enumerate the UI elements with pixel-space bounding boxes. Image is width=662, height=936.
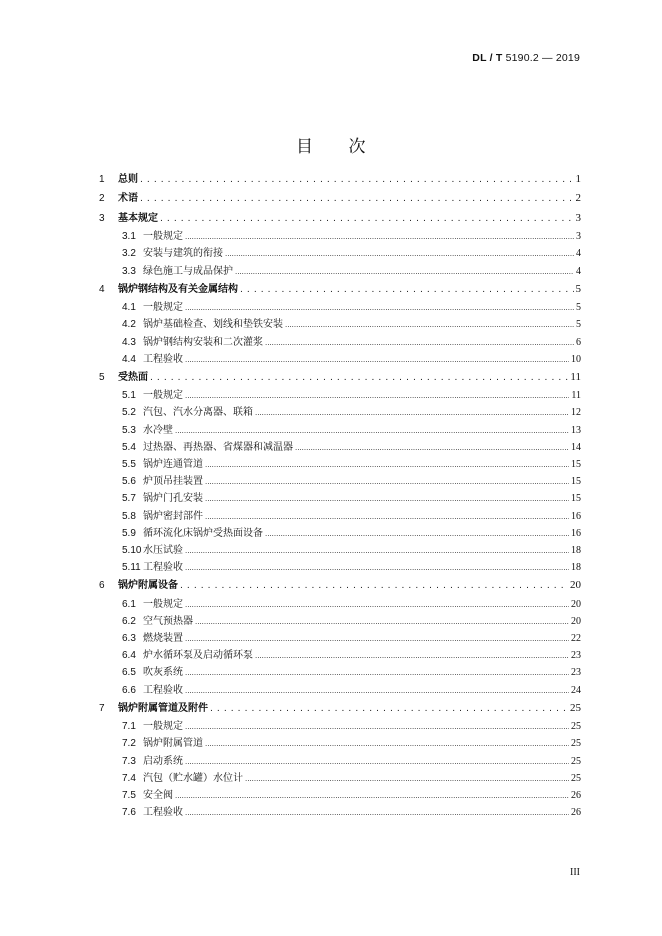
toc-section-entry[interactable] bbox=[99, 490, 581, 507]
toc-entry-page: 25 bbox=[571, 755, 581, 767]
toc-dot-leader bbox=[185, 596, 569, 614]
toc-section-entry[interactable] bbox=[99, 299, 581, 316]
toc-dot-leader bbox=[265, 334, 574, 352]
toc-entry-number: 7.2 bbox=[122, 738, 136, 750]
toc-section-entry[interactable] bbox=[99, 351, 581, 368]
toc-entry-title: 一般规定 bbox=[143, 598, 183, 610]
document-code bbox=[472, 52, 580, 64]
toc-entry-page: 4 bbox=[576, 248, 581, 260]
toc-entry-title: 过热器、再热器、省煤器和减温器 bbox=[143, 441, 293, 453]
toc-chapter-entry[interactable] bbox=[99, 189, 581, 208]
toc-dot-leader bbox=[185, 664, 569, 682]
toc-entry-title: 一般规定 bbox=[143, 721, 183, 733]
page-number: III bbox=[570, 867, 580, 878]
toc-section-entry[interactable] bbox=[99, 473, 581, 490]
toc-chapter-entry[interactable] bbox=[99, 368, 581, 387]
toc-entry-number: 6.6 bbox=[122, 684, 136, 696]
toc-entry-title: 炉水循环泵及启动循环泵 bbox=[143, 650, 253, 662]
toc-entry-page: 18 bbox=[571, 544, 581, 556]
toc-entry-number: 5.11 bbox=[122, 562, 141, 574]
toc-chapter-entry[interactable] bbox=[99, 209, 581, 228]
toc-entry-title: 安全阀 bbox=[143, 789, 173, 801]
toc-entry-page: 18 bbox=[571, 562, 581, 574]
toc-entry-number: 5.7 bbox=[122, 493, 136, 505]
toc-entry-page: 14 bbox=[571, 441, 581, 453]
toc-entry-title: 汽包（贮水罐）水位计 bbox=[143, 772, 243, 784]
toc-entry-page: 15 bbox=[571, 476, 581, 488]
toc-entry-page: 20 bbox=[571, 615, 581, 627]
toc-entry-number: 1 bbox=[99, 174, 105, 185]
toc-entry-number: 7.3 bbox=[122, 755, 136, 767]
toc-entry-page: 3 bbox=[576, 231, 581, 243]
toc-dot-leader bbox=[185, 804, 569, 822]
toc-entry-page: 25 bbox=[570, 701, 581, 714]
toc-chapter-entry[interactable] bbox=[99, 699, 581, 718]
toc-entry-number: 5.1 bbox=[122, 390, 136, 402]
toc-entry-title: 受热面 bbox=[118, 371, 148, 383]
toc-section-entry[interactable] bbox=[99, 718, 581, 735]
toc-entry-title: 炉顶吊挂装置 bbox=[143, 476, 203, 488]
toc-dot-leader bbox=[140, 170, 574, 190]
toc-entry-title: 工程验收 bbox=[143, 562, 183, 574]
toc-entry-page: 2 bbox=[575, 192, 581, 205]
toc-section-entry[interactable] bbox=[99, 422, 581, 439]
toc-section-entry[interactable] bbox=[99, 334, 581, 351]
toc-entry-page: 23 bbox=[571, 667, 581, 679]
toc-dot-leader bbox=[195, 613, 569, 631]
toc-entry-number: 7.4 bbox=[122, 772, 136, 784]
toc-entry-title: 汽包、汽水分离器、联箱 bbox=[143, 407, 253, 419]
toc-dot-leader bbox=[140, 189, 574, 209]
toc-dot-leader bbox=[185, 718, 569, 736]
toc-entry-number: 4.2 bbox=[122, 319, 136, 331]
toc-dot-leader bbox=[185, 351, 569, 369]
toc-dot-leader bbox=[225, 245, 574, 263]
toc-dot-leader bbox=[185, 542, 569, 560]
toc-entry-title: 锅炉附属设备 bbox=[118, 580, 178, 592]
toc-entry-title: 锅炉附属管道 bbox=[143, 738, 203, 750]
toc-entry-title: 一般规定 bbox=[143, 302, 183, 314]
toc-section-entry[interactable] bbox=[99, 613, 581, 630]
toc-entry-title: 工程验收 bbox=[143, 353, 183, 365]
toc-entry-title: 工程验收 bbox=[143, 807, 183, 819]
toc-entry-page: 24 bbox=[571, 684, 581, 696]
toc-section-entry[interactable] bbox=[99, 682, 581, 699]
toc-entry-page: 1 bbox=[575, 173, 581, 185]
toc-entry-number: 7.1 bbox=[122, 721, 136, 733]
toc-entry-title: 锅炉门孔安装 bbox=[143, 493, 203, 505]
toc-entry-page: 11 bbox=[571, 390, 581, 402]
toc-dot-leader bbox=[210, 699, 568, 719]
toc-entry-title: 一般规定 bbox=[143, 231, 183, 243]
toc-section-entry[interactable] bbox=[99, 404, 581, 421]
toc-entry-page: 5 bbox=[576, 302, 581, 314]
toc-entry-number: 7 bbox=[99, 702, 105, 714]
toc-entry-number: 6 bbox=[99, 580, 105, 592]
toc-dot-leader bbox=[185, 630, 569, 648]
toc-entry-title: 水压试验 bbox=[143, 544, 183, 556]
toc-entry-number: 6.3 bbox=[122, 633, 136, 645]
toc-dot-leader bbox=[180, 576, 568, 596]
toc-section-entry[interactable] bbox=[99, 316, 581, 333]
toc-entry-page: 10 bbox=[571, 353, 581, 365]
toc-entry-page: 16 bbox=[571, 527, 581, 539]
toc-entry-number: 3.2 bbox=[122, 248, 136, 260]
toc-dot-leader bbox=[205, 508, 569, 526]
toc-entry-title: 燃烧装置 bbox=[143, 633, 183, 645]
toc-dot-leader bbox=[205, 473, 569, 491]
document-code-number: 5190.2 — 2019 bbox=[502, 52, 580, 64]
toc-entry-title: 总则 bbox=[118, 174, 138, 185]
toc-entry-number: 7.5 bbox=[122, 789, 136, 801]
toc-entry-title: 水冷壁 bbox=[143, 424, 173, 436]
toc-dot-leader bbox=[255, 404, 569, 422]
toc-dot-leader bbox=[255, 647, 569, 665]
page-title: 目 次 bbox=[296, 137, 366, 157]
toc-section-entry[interactable] bbox=[99, 456, 581, 473]
toc-entry-page: 11 bbox=[570, 370, 581, 383]
toc-section-entry[interactable] bbox=[99, 387, 581, 404]
toc-entry-number: 5 bbox=[99, 371, 105, 383]
toc-dot-leader bbox=[185, 228, 574, 246]
toc-entry-title: 锅炉密封部件 bbox=[143, 510, 203, 522]
toc-dot-leader bbox=[240, 280, 574, 300]
toc-section-entry[interactable] bbox=[99, 525, 581, 542]
toc-entry-number: 5.6 bbox=[122, 476, 136, 488]
toc-section-entry[interactable] bbox=[99, 647, 581, 664]
toc-dot-leader bbox=[245, 770, 569, 788]
toc-section-entry[interactable] bbox=[99, 245, 581, 262]
toc-entry-number: 5.10 bbox=[122, 544, 142, 556]
toc-section-entry[interactable] bbox=[99, 787, 581, 804]
toc-entry-title: 基本规定 bbox=[118, 212, 158, 224]
toc-entry-number: 5.3 bbox=[122, 424, 136, 436]
toc-entry-page: 3 bbox=[575, 211, 581, 224]
toc-entry-title: 锅炉钢结构安装和二次灌浆 bbox=[143, 336, 263, 348]
toc-entry-title: 锅炉连通管道 bbox=[143, 459, 203, 471]
toc-dot-leader bbox=[175, 787, 569, 805]
toc-entry-page: 20 bbox=[571, 598, 581, 610]
toc-entry-number: 6.5 bbox=[122, 667, 136, 679]
toc-dot-leader bbox=[185, 559, 569, 577]
toc-entry-page: 25 bbox=[571, 721, 581, 733]
toc-entry-page: 5 bbox=[575, 282, 581, 295]
toc-dot-leader bbox=[175, 422, 569, 440]
toc-dot-leader bbox=[205, 735, 569, 753]
toc-entry-number: 4.3 bbox=[122, 336, 136, 348]
toc-section-entry[interactable] bbox=[99, 263, 581, 280]
toc-section-entry[interactable] bbox=[99, 596, 581, 613]
toc-entry-page: 26 bbox=[571, 789, 581, 801]
toc-section-entry[interactable] bbox=[99, 804, 581, 821]
toc-section-entry[interactable] bbox=[99, 228, 581, 245]
toc-entry-title: 锅炉附属管道及附件 bbox=[118, 702, 208, 714]
toc-section-entry[interactable] bbox=[99, 439, 581, 456]
toc-entry-page: 13 bbox=[571, 424, 581, 436]
toc-entry-title: 工程验收 bbox=[143, 684, 183, 696]
toc-dot-leader bbox=[265, 525, 569, 543]
toc-dot-leader bbox=[185, 682, 569, 700]
toc-entry-page: 26 bbox=[571, 807, 581, 819]
toc-entry-number: 6.4 bbox=[122, 650, 136, 662]
toc-dot-leader bbox=[205, 456, 569, 474]
toc-dot-leader bbox=[285, 316, 574, 334]
toc-entry-title: 安装与建筑的衔接 bbox=[143, 248, 223, 260]
toc-entry-title: 吹灰系统 bbox=[143, 667, 183, 679]
toc-entry-number: 5.4 bbox=[122, 441, 136, 453]
toc-entry-number: 4 bbox=[99, 283, 105, 295]
toc-dot-leader bbox=[185, 299, 574, 317]
toc-chapter-entry[interactable] bbox=[99, 576, 581, 595]
toc-section-entry[interactable] bbox=[99, 664, 581, 681]
toc-section-entry[interactable] bbox=[99, 630, 581, 647]
toc-section-entry[interactable] bbox=[99, 735, 581, 752]
toc-entry-title: 绿色施工与成品保护 bbox=[143, 265, 233, 277]
toc-entry-page: 23 bbox=[571, 650, 581, 662]
toc-section-entry[interactable] bbox=[99, 559, 581, 576]
toc-entry-page: 15 bbox=[571, 459, 581, 471]
toc-entry-title: 循环流化床锅炉受热面设备 bbox=[143, 527, 263, 539]
toc-entry-title: 空气预热器 bbox=[143, 615, 193, 627]
toc-entry-number: 5.5 bbox=[122, 459, 136, 471]
toc-entry-page: 20 bbox=[570, 579, 581, 592]
toc-entry-page: 15 bbox=[571, 493, 581, 505]
toc-entry-number: 2 bbox=[99, 193, 105, 205]
toc-dot-leader bbox=[150, 368, 568, 388]
toc-chapter-entry[interactable] bbox=[99, 170, 581, 189]
toc-entry-number: 3.1 bbox=[122, 231, 136, 243]
toc-entry-page: 12 bbox=[571, 407, 581, 419]
toc-section-entry[interactable] bbox=[99, 770, 581, 787]
toc-entry-number: 6.1 bbox=[122, 598, 136, 610]
toc-entry-page: 25 bbox=[571, 738, 581, 750]
toc-entry-page: 5 bbox=[576, 319, 581, 331]
toc-entry-number: 5.9 bbox=[122, 527, 136, 539]
toc-entry-title: 启动系统 bbox=[143, 755, 183, 767]
toc-entry-page: 16 bbox=[571, 510, 581, 522]
toc-entry-title: 锅炉基础检查、划线和垫铁安装 bbox=[143, 319, 283, 331]
toc-entry-page: 22 bbox=[571, 633, 581, 645]
toc-entry-page: 4 bbox=[576, 265, 581, 277]
toc-section-entry[interactable] bbox=[99, 542, 581, 559]
toc-chapter-entry[interactable] bbox=[99, 280, 581, 299]
document-code-prefix: DL / T bbox=[472, 52, 503, 64]
toc-entry-title: 锅炉钢结构及有关金属结构 bbox=[118, 283, 238, 295]
toc-entry-title: 一般规定 bbox=[143, 390, 183, 402]
toc-dot-leader bbox=[185, 753, 569, 771]
toc-entry-number: 3 bbox=[99, 212, 105, 224]
toc-entry-number: 3.3 bbox=[122, 265, 136, 277]
toc-entry-page: 6 bbox=[576, 336, 581, 348]
toc-entry-page: 25 bbox=[571, 772, 581, 784]
toc-dot-leader bbox=[295, 439, 569, 457]
toc-entry-number: 7.6 bbox=[122, 807, 136, 819]
table-of-contents bbox=[99, 170, 581, 821]
toc-entry-number: 5.2 bbox=[122, 407, 136, 419]
toc-entry-number: 4.4 bbox=[122, 353, 136, 365]
toc-dot-leader bbox=[235, 263, 574, 281]
toc-entry-number: 6.2 bbox=[122, 615, 136, 627]
toc-section-entry[interactable] bbox=[99, 753, 581, 770]
toc-entry-number: 5.8 bbox=[122, 510, 136, 522]
toc-dot-leader bbox=[160, 209, 574, 229]
toc-entry-number: 4.1 bbox=[122, 302, 136, 314]
toc-dot-leader bbox=[205, 490, 569, 508]
toc-section-entry[interactable] bbox=[99, 508, 581, 525]
toc-dot-leader bbox=[185, 387, 569, 405]
toc-entry-title: 术语 bbox=[118, 193, 138, 205]
